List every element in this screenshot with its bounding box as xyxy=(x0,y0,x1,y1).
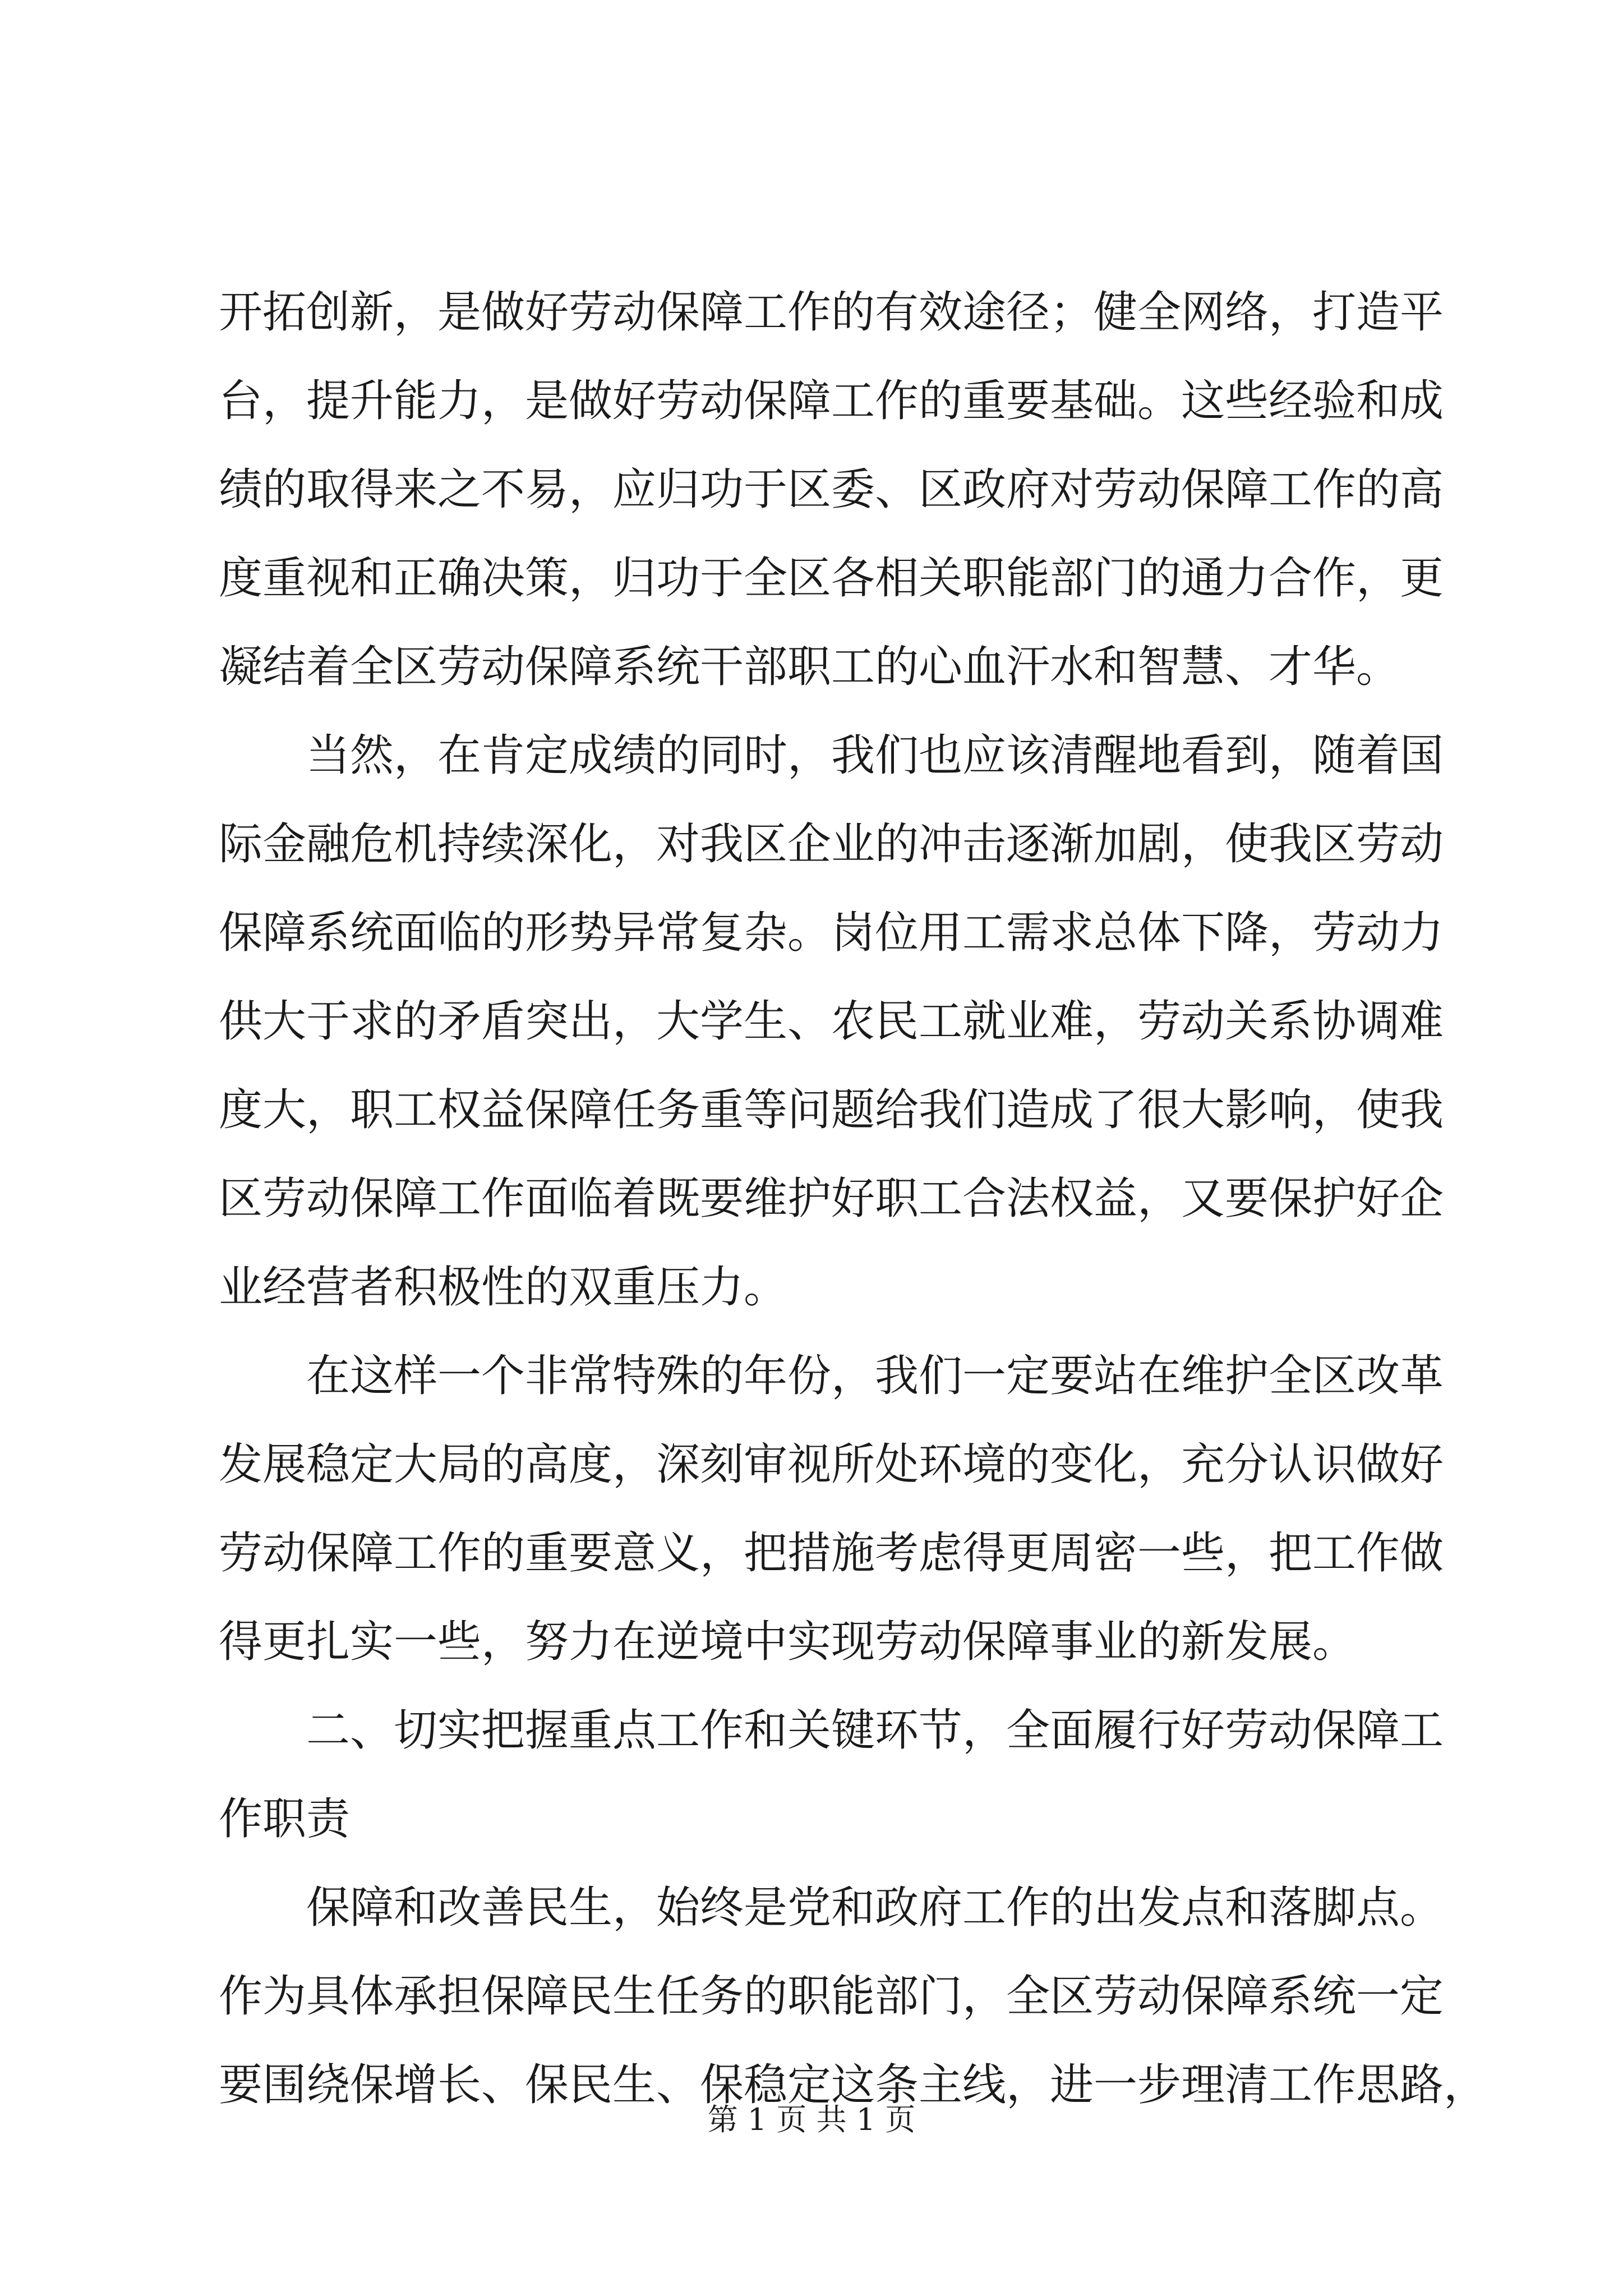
text-line: 保障系统面临的形势异常复杂。岗位用工需求总体下降，劳动力 xyxy=(219,908,1444,958)
text-line: 当然，在肯定成绩的同时，我们也应该清醒地看到，随着国 xyxy=(306,730,1444,781)
paragraph xyxy=(219,1864,1488,2129)
text-line: 二、切实把握重点工作和关键环节，全面履行好劳动保障工 xyxy=(306,1705,1444,1756)
paragraph xyxy=(219,1332,1444,1686)
text-line: 保障和改善民生，始终是党和政府工作的出发点和落脚点。 xyxy=(306,1883,1444,1933)
text-line: 际金融危机持续深化，对我区企业的冲击逐渐加剧，使我区劳动 xyxy=(219,819,1444,869)
text-line: 供大于求的矛盾突出，大学生、农民工就业难，劳动关系协调难 xyxy=(219,996,1444,1047)
text-line: 区劳动保障工作面临着既要维护好职工合法权益，又要保护好企 xyxy=(219,1174,1444,1224)
section-heading xyxy=(219,1686,1444,1864)
text-line: 凝结着全区劳动保障系统干部职工的心血汗水和智慧、才华。 xyxy=(219,642,1400,692)
text-line: 业经营者积极性的双重压力。 xyxy=(219,1262,788,1313)
text-line: 劳动保障工作的重要意义，把措施考虑得更周密一些，把工作做 xyxy=(219,1528,1444,1579)
text-line: 要围绕保增长、保民生、保稳定这条主线，进一步理清工作思路， xyxy=(219,2060,1488,2110)
text-line: 作为具体承担保障民生任务的职能部门，全区劳动保障系统一定 xyxy=(219,1971,1444,2022)
text-line: 发展稳定大局的高度，深刻审视所处环境的变化，充分认识做好 xyxy=(219,1439,1444,1490)
paragraph xyxy=(219,268,1444,711)
paragraph xyxy=(219,711,1444,1332)
text-line: 开拓创新，是做好劳动保障工作的有效途径；健全网络，打造平 xyxy=(219,287,1444,338)
text-line: 得更扎实一些，努力在逆境中实现劳动保障事业的新发展。 xyxy=(219,1617,1357,1667)
text-line: 作职责 xyxy=(219,1794,351,1844)
document-body xyxy=(219,268,1488,2129)
text-line: 度重视和正确决策，归功于全区各相关职能部门的通力合作，更 xyxy=(219,553,1444,604)
text-line: 绩的取得来之不易，应归功于区委、区政府对劳动保障工作的高 xyxy=(219,464,1444,515)
page-footer: 第 1 页 共 1 页 xyxy=(707,2102,916,2137)
text-line: 台，提升能力，是做好劳动保障工作的重要基础。这些经验和成 xyxy=(219,376,1444,426)
text-line: 在这样一个非常特殊的年份，我们一定要站在维护全区改革 xyxy=(306,1351,1444,1401)
text-line: 度大，职工权益保障任务重等问题给我们造成了很大影响，使我 xyxy=(219,1085,1444,1135)
